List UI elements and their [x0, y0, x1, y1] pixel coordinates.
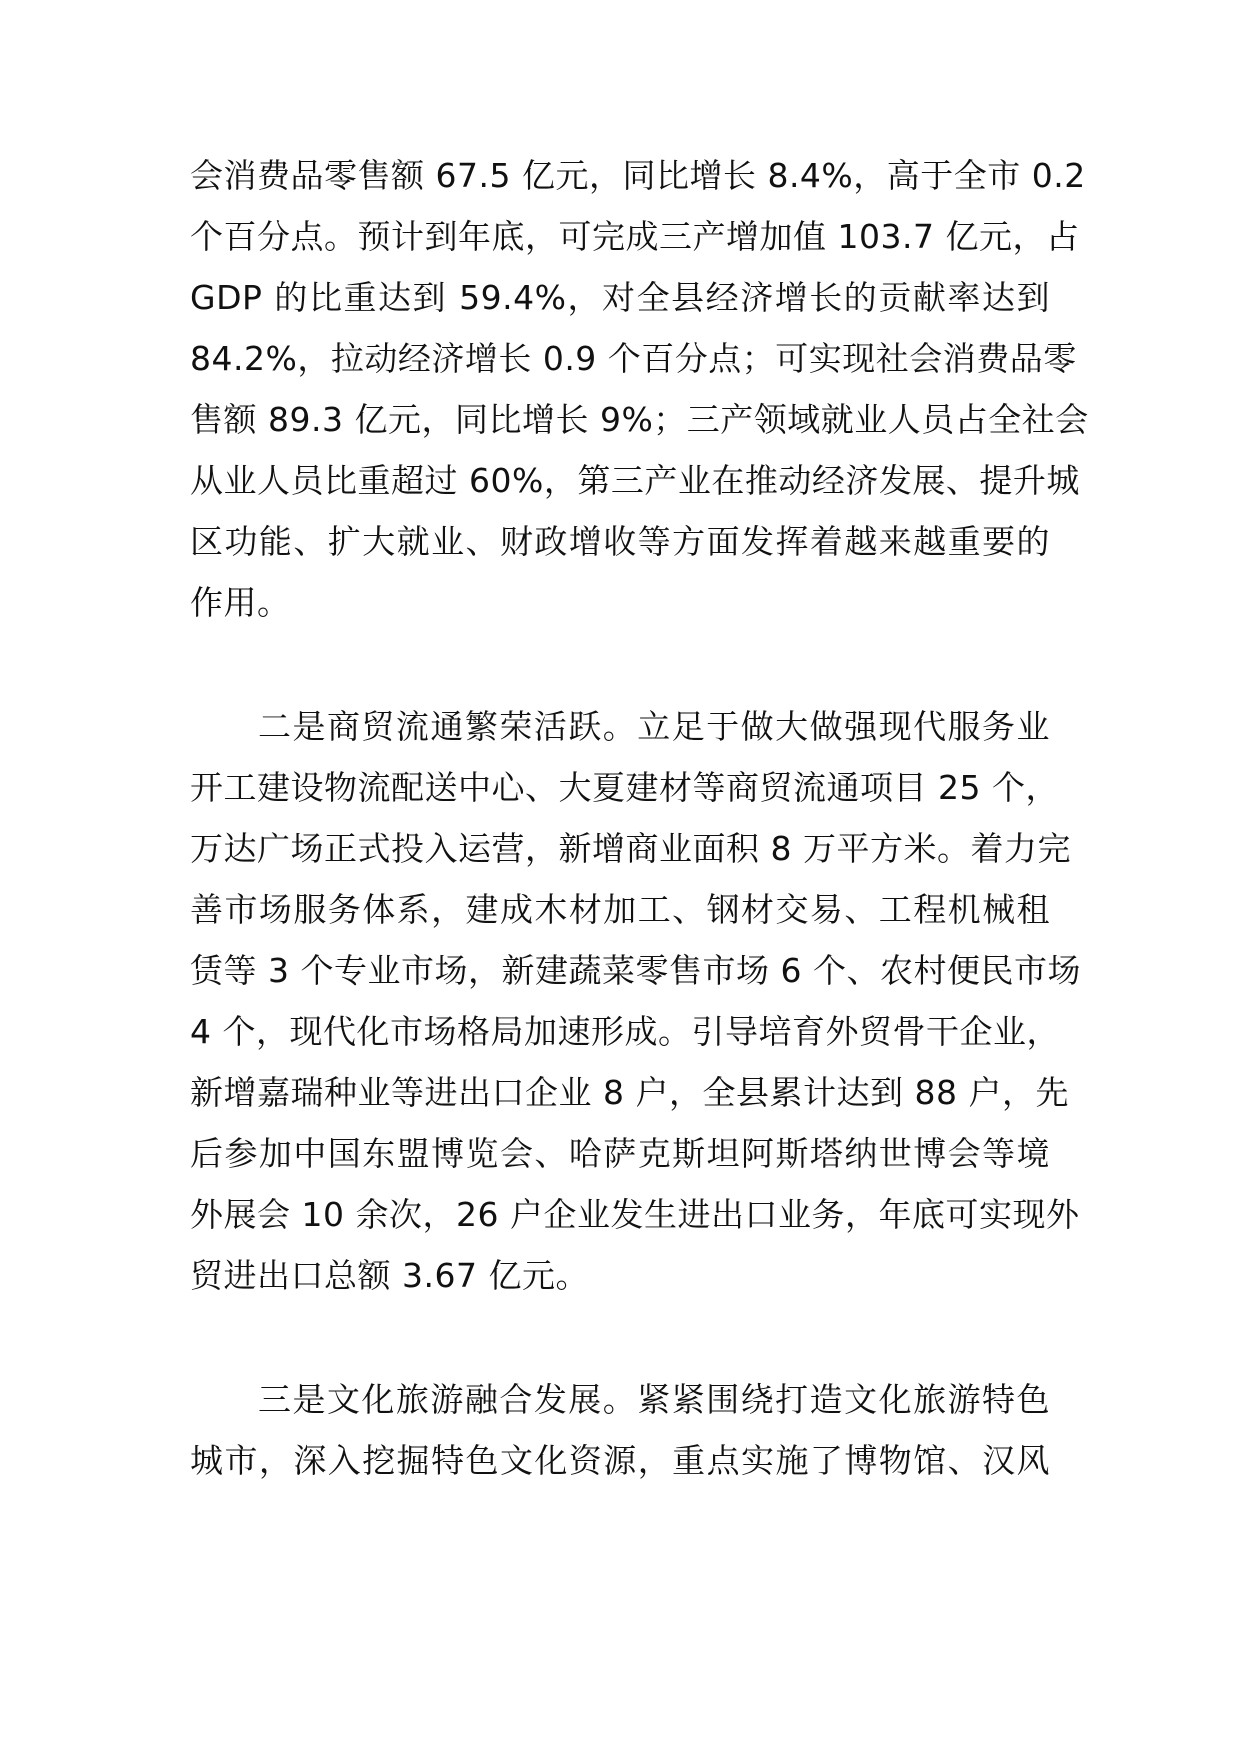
- paragraph-2-line-1: 二是商贸流通繁荣活跃。立足于做大做强现代服务业: [258, 707, 1050, 746]
- paragraph-2-line-10: 贸进出口总额 3.67 亿元。: [190, 1256, 589, 1295]
- paragraph-3-line-1: 三是文化旅游融合发展。紧紧围绕打造文化旅游特色: [258, 1380, 1050, 1419]
- paragraph-1-line-6: 从业人员比重超过 60%，第三产业在推动经济发展、提升城: [190, 461, 1080, 500]
- paragraph-3-line-2: 城市，深入挖掘特色文化资源，重点实施了博物馆、汉风: [190, 1441, 1050, 1480]
- paragraph-1-line-5: 售额 89.3 亿元，同比增长 9%；三产领域就业人员占全社会: [190, 400, 1089, 439]
- paragraph-1-line-2: 个百分点。预计到年底，可完成三产增加值 103.7 亿元，占: [190, 217, 1080, 256]
- paragraph-1-line-7: 区功能、扩大就业、财政增收等方面发挥着越来越重要的: [190, 522, 1050, 561]
- paragraph-1-line-8: 作用。: [190, 583, 291, 622]
- paragraph-2-line-7: 新增嘉瑞种业等进出口企业 8 户，全县累计达到 88 户，先: [190, 1073, 1069, 1112]
- paragraph-1-line-4: 84.2%，拉动经济增长 0.9 个百分点；可实现社会消费品零: [190, 339, 1077, 378]
- paragraph-2-line-8: 后参加中国东盟博览会、哈萨克斯坦阿斯塔纳世博会等境: [190, 1134, 1050, 1173]
- paragraph-1-line-1: 会消费品零售额 67.5 亿元，同比增长 8.4%，高于全市 0.2: [190, 156, 1086, 195]
- paragraph-2-line-4: 善市场服务体系，建成木材加工、钢材交易、工程机械租: [190, 890, 1050, 929]
- paragraph-2-line-6: 4 个，现代化市场格局加速形成。引导培育外贸骨干企业，: [190, 1012, 1060, 1051]
- paragraph-2-line-9: 外展会 10 余次，26 户企业发生进出口业务，年底可实现外: [190, 1195, 1080, 1234]
- paragraph-2-line-3: 万达广场正式投入运营，新增商业面积 8 万平方米。着力完: [190, 829, 1071, 868]
- paragraph-2-line-2: 开工建设物流配送中心、大夏建材等商贸流通项目 25 个，: [190, 768, 1059, 807]
- paragraph-1-line-3: GDP 的比重达到 59.4%，对全县经济增长的贡献率达到: [190, 278, 1050, 317]
- paragraph-2-line-5: 赁等 3 个专业市场，新建蔬菜零售市场 6 个、农村便民市场: [190, 951, 1081, 990]
